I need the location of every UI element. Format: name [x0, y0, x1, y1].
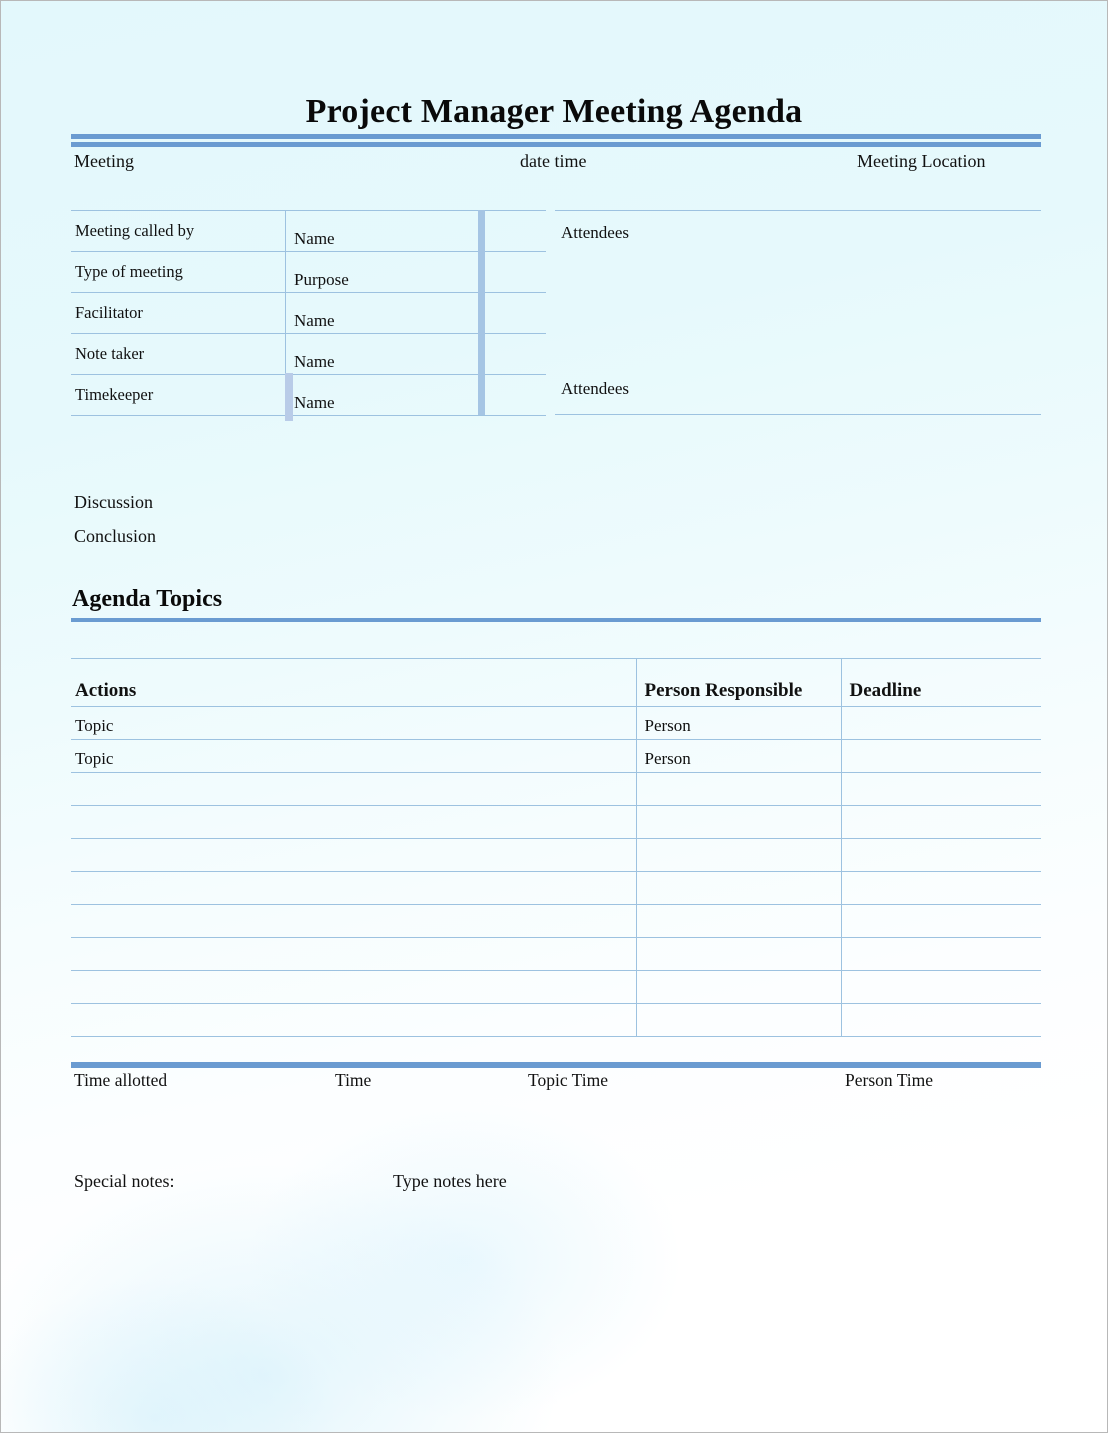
agenda-cell-person[interactable]	[636, 806, 841, 839]
attendees-panel[interactable]	[555, 210, 1041, 415]
agenda-cell-action[interactable]	[71, 938, 636, 971]
agenda-cell-deadline[interactable]	[841, 938, 1041, 971]
agenda-cell-action[interactable]	[71, 971, 636, 1004]
info-label-timekeeper: Timekeeper	[71, 375, 286, 415]
info-table-vertical-separator	[478, 210, 485, 415]
person-time-field[interactable]: Person Time	[845, 1070, 934, 1090]
agenda-cell-action[interactable]	[71, 905, 636, 938]
agenda-cell-deadline[interactable]	[841, 707, 1041, 740]
title-rule-line-top	[71, 134, 1041, 139]
meeting-location-field[interactable]: Meeting Location	[857, 151, 986, 171]
agenda-cell-deadline[interactable]	[841, 806, 1041, 839]
info-row-timekeeper	[71, 375, 546, 416]
special-notes-label: Special notes:	[74, 1171, 175, 1191]
special-notes-field[interactable]: Type notes here	[393, 1171, 507, 1191]
table-row[interactable]	[71, 773, 1041, 806]
info-label-meeting-called-by: Meeting called by	[71, 211, 286, 251]
meeting-date-time-field[interactable]: date time	[520, 151, 587, 171]
info-value-timekeeper[interactable]: Name	[294, 393, 335, 412]
agenda-cell-deadline[interactable]	[841, 905, 1041, 938]
agenda-cell-deadline[interactable]	[841, 872, 1041, 905]
info-label-type-of-meeting: Type of meeting	[71, 252, 286, 292]
info-label-note-taker: Note taker	[71, 334, 286, 374]
agenda-topics-heading: Agenda Topics	[72, 586, 223, 612]
agenda-cell-person[interactable]	[636, 872, 841, 905]
conclusion-text[interactable]: Conclusion	[74, 526, 157, 546]
agenda-cell-person[interactable]	[636, 773, 841, 806]
table-row[interactable]	[71, 1004, 1041, 1037]
meeting-info-table	[71, 210, 1041, 415]
info-row-meeting-called-by	[71, 211, 546, 252]
attendees-label-top: Attendees	[561, 223, 629, 242]
agenda-cell-person[interactable]	[636, 1004, 841, 1037]
agenda-cell-deadline[interactable]	[841, 773, 1041, 806]
agenda-heading-rule	[71, 618, 1041, 622]
agenda-actions-table	[71, 658, 1041, 1037]
info-row-facilitator	[71, 293, 546, 334]
table-row[interactable]	[71, 707, 1041, 740]
title-double-rule	[71, 134, 1041, 146]
table-row[interactable]	[71, 872, 1041, 905]
agenda-cell-action[interactable]: Topic	[71, 707, 636, 740]
topic-time-field[interactable]: Topic Time	[528, 1070, 608, 1090]
time-allotted-row	[1, 1070, 1107, 1096]
table-row[interactable]	[71, 839, 1041, 872]
agenda-cell-action[interactable]: Topic	[71, 740, 636, 773]
agenda-cell-person[interactable]	[636, 938, 841, 971]
agenda-cell-person[interactable]	[636, 905, 841, 938]
agenda-cell-action[interactable]	[71, 872, 636, 905]
table-row[interactable]	[71, 806, 1041, 839]
info-row-type-of-meeting	[71, 252, 546, 293]
agenda-cell-deadline[interactable]	[841, 971, 1041, 1004]
info-label-facilitator: Facilitator	[71, 293, 286, 333]
attendees-label-bottom: Attendees	[561, 379, 629, 398]
title-rule-line-bottom	[71, 142, 1041, 147]
table-row[interactable]	[71, 938, 1041, 971]
agenda-cell-action[interactable]	[71, 1004, 636, 1037]
agenda-cell-person[interactable]: Person	[636, 707, 841, 740]
table-row[interactable]	[71, 905, 1041, 938]
meeting-meta-row	[1, 151, 1107, 179]
time-section-rule	[71, 1062, 1041, 1068]
agenda-table-header-row	[71, 659, 1041, 707]
info-table-accent-bar	[285, 373, 293, 421]
agenda-cell-person[interactable]	[636, 971, 841, 1004]
agenda-cell-deadline[interactable]	[841, 839, 1041, 872]
meeting-label: Meeting	[74, 151, 134, 171]
agenda-cell-action[interactable]	[71, 839, 636, 872]
agenda-cell-action[interactable]	[71, 773, 636, 806]
agenda-cell-action[interactable]	[71, 806, 636, 839]
special-notes-row	[1, 1171, 1107, 1199]
meeting-info-left-column	[71, 210, 546, 415]
agenda-cell-person[interactable]: Person	[636, 740, 841, 773]
time-value-field[interactable]: Time	[335, 1070, 372, 1090]
agenda-header-deadline: Deadline	[841, 659, 1041, 707]
agenda-header-person-responsible: Person Responsible	[636, 659, 841, 707]
page-title: Project Manager Meeting Agenda	[305, 93, 803, 130]
discussion-text[interactable]: Discussion	[74, 492, 154, 512]
agenda-cell-deadline[interactable]	[841, 740, 1041, 773]
agenda-cell-deadline[interactable]	[841, 1004, 1041, 1037]
info-value-note-taker[interactable]: Name	[294, 352, 335, 371]
time-allotted-label: Time allotted	[74, 1070, 168, 1090]
table-row[interactable]	[71, 740, 1041, 773]
info-value-facilitator[interactable]: Name	[294, 311, 335, 330]
table-row[interactable]	[71, 971, 1041, 1004]
agenda-header-actions: Actions	[71, 659, 636, 707]
info-value-type-of-meeting[interactable]: Purpose	[294, 270, 349, 289]
info-row-note-taker	[71, 334, 546, 375]
page-canvas	[1, 1, 1107, 1432]
info-value-meeting-called-by[interactable]: Name	[294, 229, 335, 248]
agenda-cell-person[interactable]	[636, 839, 841, 872]
